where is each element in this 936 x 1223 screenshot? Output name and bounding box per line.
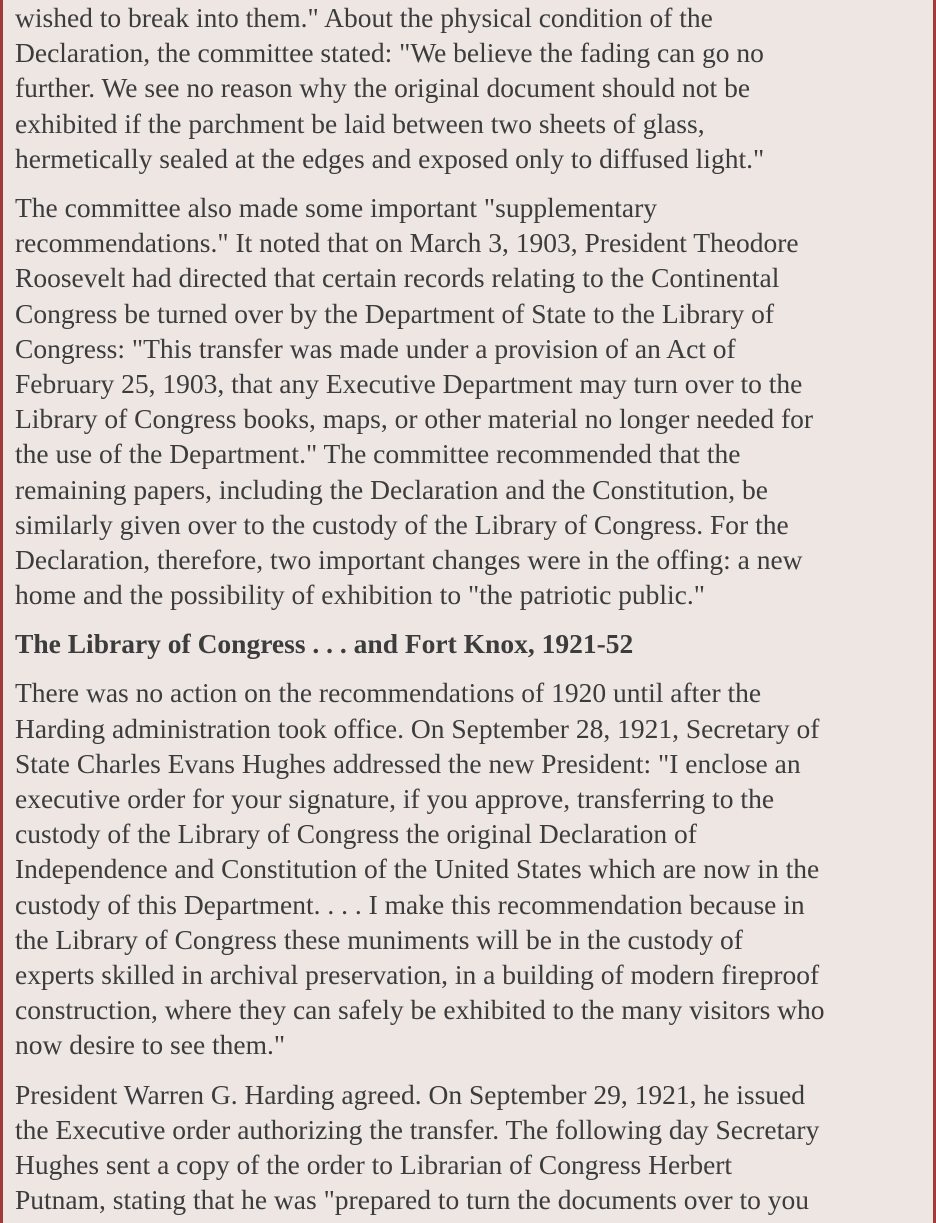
text-line: State Charles Evans Hughes addressed the new President: "I enclose an (15, 747, 801, 779)
paragraph-supplementary-recommendations (15, 190, 919, 612)
text-line: Declaration, the committee stated: "We believe the fading can go no (15, 37, 764, 69)
text-line: Declaration, therefore, two important changes were in the offing: a new (15, 544, 803, 576)
text-line: custody of this Department. . . . I make this recommendation because in (15, 888, 805, 920)
text-line: Independence and Constitution of the United States which are now in the (15, 853, 820, 885)
text-line: The committee also made some important "supplementary (15, 192, 658, 224)
text-line: similarly given over to the custody of the Library of Congress. For the (15, 508, 789, 540)
text-line: home and the possibility of exhibition to "the patriotic public." (15, 579, 705, 611)
text-line: Putnam, stating that he was "prepared to turn the documents over to you (15, 1184, 810, 1216)
text-line: wished to break into them." About the physical condition of the (15, 2, 713, 33)
text-line: custody of the Library of Congress the original Declaration of (15, 818, 697, 850)
text-line: February 25, 1903, that any Executive Department may turn over to the (15, 368, 803, 400)
text-line: further. We see no reason why the original document should not be (15, 72, 751, 104)
text-line: There was no action on the recommendations of 1920 until after the (15, 677, 762, 709)
text-line: Library of Congress books, maps, or other material no longer needed for (15, 403, 814, 435)
section-heading: The Library of Congress . . . and Fort Knox, 1921-52 (15, 628, 634, 660)
text-line: Congress: "This transfer was made under a provision of an Act of (15, 332, 736, 364)
text-line: Hughes sent a copy of the order to Librarian of Congress Herbert (15, 1149, 733, 1181)
text-line: remaining papers, including the Declaration and the Constitution, be (15, 473, 769, 505)
text-line: recommendations." It noted that on March 3, 1903, President Theodore (15, 227, 799, 259)
text-line: Congress be turned over by the Department of State to the Library of (15, 297, 775, 329)
text-line: exhibited if the parchment be laid between two sheets of glass, (15, 107, 705, 139)
text-line: construction, where they can safely be exhibited to the many visitors who (15, 994, 825, 1026)
paragraph-hughes-letter (15, 675, 919, 1062)
paragraph-fading-condition (15, 0, 919, 176)
text-line: Roosevelt had directed that certain records relating to the Continental (15, 262, 780, 294)
text-line: experts skilled in archival preservation, in a building of modern fireproof (15, 959, 820, 991)
text-line: executive order for your signature, if you approve, transferring to the (15, 783, 775, 815)
text-line: hermetically sealed at the edges and exposed only to diffused light." (15, 142, 765, 174)
article-body (3, 0, 933, 1218)
paragraph-harding-agreed (15, 1077, 919, 1218)
text-line: the Executive order authorizing the transfer. The following day Secretary (15, 1113, 820, 1145)
text-line: President Warren G. Harding agreed. On September 29, 1921, he issued (15, 1078, 805, 1110)
text-line: the use of the Department." The committee recommended that the (15, 438, 741, 470)
text-line: Harding administration took office. On September 28, 1921, Secretary of (15, 712, 820, 744)
text-line: the Library of Congress these muniments will be in the custody of (15, 923, 743, 955)
text-line: now desire to see them." (15, 1029, 286, 1061)
